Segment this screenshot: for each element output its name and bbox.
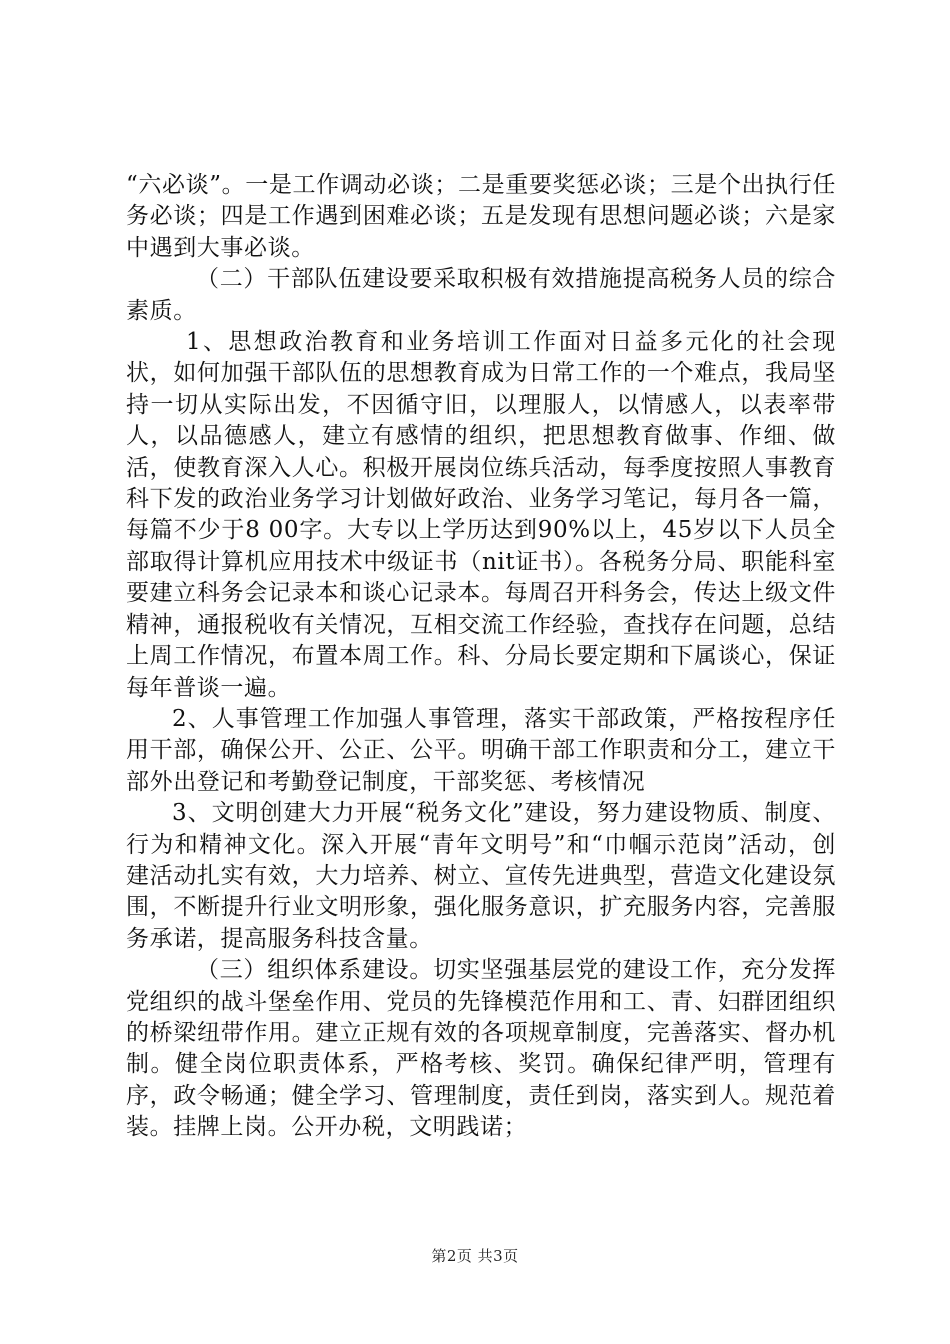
paragraph-six-must-talks: “六必谈”。一是工作调动必谈；二是重要奖惩必谈；三是个出执行任务必谈；四是工作遇到困难必谈；五是发现有思想问题必谈；六是家中遇到大事必谈。: [126, 172, 836, 261]
document-body: [126, 170, 836, 1144]
page-number-footer: 第2页 共3页: [431, 1247, 519, 1265]
paragraph-section-three-organization: （三）组织体系建设。切实坚强基层党的建设工作，充分发挥党组织的战斗堡垒作用、党员的先锋模范作用和工、青、妇群团组织的桥梁纽带作用。建立正规有效的各项规章制度，完善落实、督办机制。健全岗位职责体系，严格考核、奖罚。确保纪律严明，管理有序，政令畅通；健全学习、管理制度，责任到岗，落实到人。规范着装。挂牌上岗。公开办税，文明践诺；: [126, 957, 836, 1141]
paragraph-section-two-heading: （二）干部队伍建设要采取积极有效措施提高税务人员的综合素质。: [126, 266, 836, 324]
paragraph-item-2-personnel: 2、人事管理工作加强人事管理，落实干部政策，严格按程序任用干部，确保公开、公正、公平。明确干部工作职责和分工，建立干部外出登记和考勤登记制度，干部奖惩、考核情况: [126, 705, 836, 795]
paragraph-item-1-education: 1、思想政治教育和业务培训工作面对日益多元化的社会现状，如何加强干部队伍的思想教育成为日常工作的一个难点，我局坚持一切从实际出发，不因循守旧，以理服人，以情感人，以表率带人，以品德感人，建立有感情的组织，把思想教育做事、作细、做活，使教育深入人心。积极开展岗位练兵活动，每季度按照人事教育科下发的政治业务学习计划做好政治、业务学习笔记，每月各一篇，每篇不少于8 00字。大专以上学历达到90%以上，45岁以下人员全部取得计算机应用技术中级证书（nit证书）。各税务分局、职能科室要建立科务会记录本和谈心记录本。每周召开科务会，传达上级文件精神，通报税收有关情况，互相交流工作经验，查找存在问题，总结上周工作情况，布置本周工作。科、分局长要定期和下属谈心，保证每年普谈一遍。: [126, 329, 836, 701]
paragraph-item-3-civilization: 3、文明创建大力开展“税务文化”建设，努力建设物质、制度、行为和精神文化。深入开展“青年文明号”和“巾帼示范岗”活动，创建活动扎实有效，大力培养、树立、宣传先进典型，营造文化建设氛围，不断提升行业文明形象，强化服务意识，扩充服务内容，完善服务承诺，提高服务科技含量。: [126, 800, 836, 952]
